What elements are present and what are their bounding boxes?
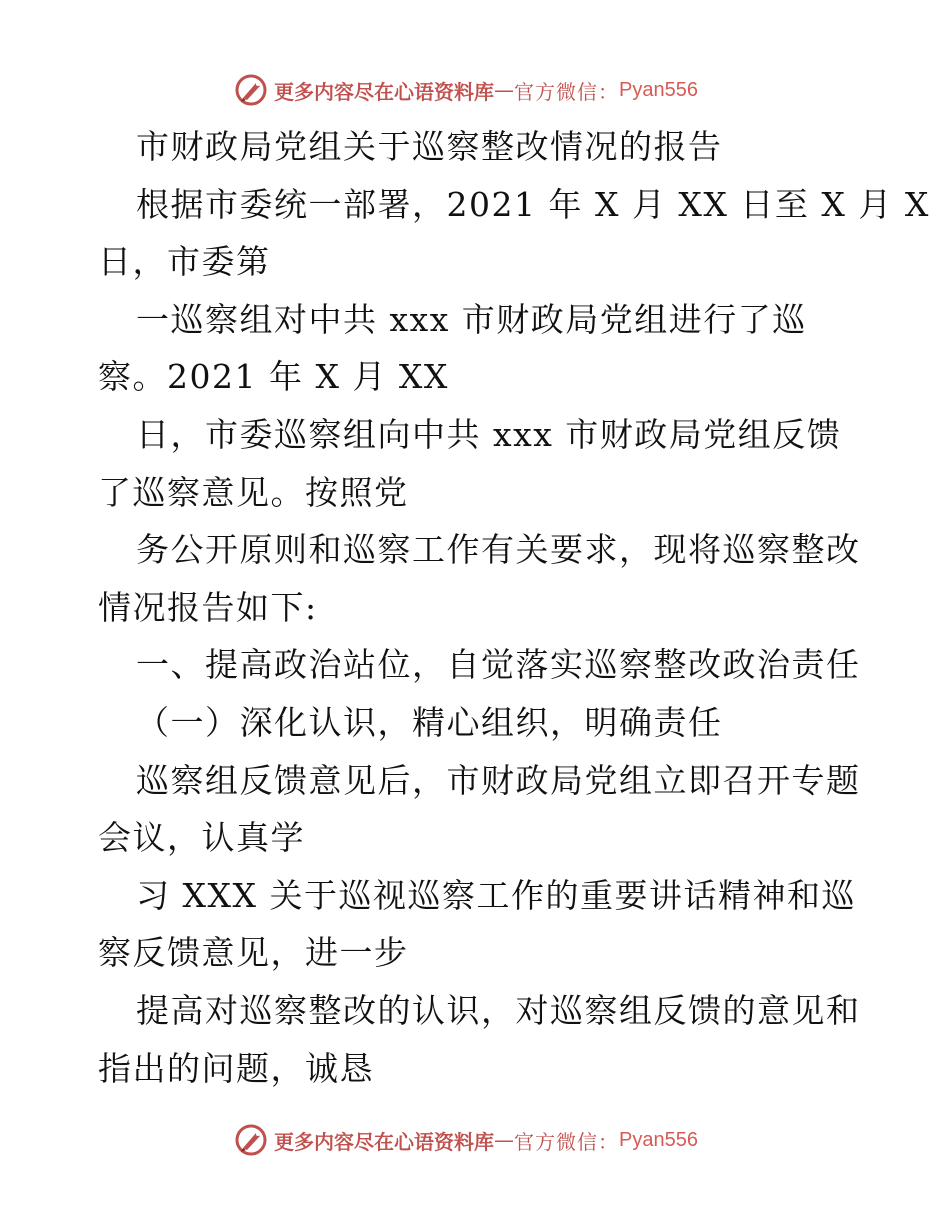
paragraph-line: （一）深化认识，精心组织，明确责任 — [136, 702, 723, 742]
header-watermark — [234, 72, 734, 108]
paragraph-line: 一、提高政治站位，自觉落实巡察整改政治责任 — [136, 645, 861, 685]
paragraph-line: 习 XXX 关于巡视巡察工作的重要讲话精神和巡 — [136, 875, 856, 915]
paragraph-line: 一巡察组对中共 xxx 市财政局党组进行了巡 — [136, 299, 807, 339]
paragraph-line: 察。2021 年 X 月 XX — [98, 357, 449, 397]
paragraph-line: 市财政局党组关于巡察整改情况的报告 — [136, 127, 723, 166]
paragraph-line: 情况报告如下: — [98, 587, 318, 627]
watermark-dash: — — [494, 1128, 514, 1152]
watermark-label: 官方微信： — [514, 1129, 619, 1154]
paragraph-line: 察反馈意见，进一步 — [98, 933, 409, 973]
paragraph-line: 根据市委统一部署，2021 年 X 月 XX 日至 X 月 X — [136, 184, 930, 224]
watermark-main-text: 更多内容尽在心语资料库 — [274, 1129, 494, 1154]
pen-logo-icon — [234, 1123, 268, 1157]
document-body — [98, 118, 930, 1097]
watermark-label: 官方微信： — [514, 79, 619, 104]
paragraph-line: 日，市委巡察组向中共 xxx 市财政局党组反馈 — [136, 414, 842, 454]
paragraph-line: 务公开原则和巡察工作有关要求，现将巡察整改 — [136, 530, 861, 570]
paragraph-line: 指出的问题，诚恳 — [98, 1048, 374, 1088]
watermark-wechat-id: Pyan556 — [619, 1128, 698, 1151]
paragraph-line: 巡察组反馈意见后，市财政局党组立即召开专题 — [136, 760, 861, 800]
paragraph-line: 提高对巡察整改的认识，对巡察组反馈的意见和 — [136, 990, 861, 1030]
watermark-wechat-id: Pyan556 — [619, 78, 698, 101]
footer-watermark — [234, 1122, 734, 1158]
watermark-dash: — — [494, 78, 514, 102]
paragraph-line: 会议，认真学 — [98, 818, 305, 858]
paragraph-line: 日，市委第 — [98, 242, 271, 282]
watermark-main-text: 更多内容尽在心语资料库 — [274, 79, 494, 104]
paragraph-line: 了巡察意见。按照党 — [98, 472, 409, 512]
pen-logo-icon — [234, 73, 268, 107]
